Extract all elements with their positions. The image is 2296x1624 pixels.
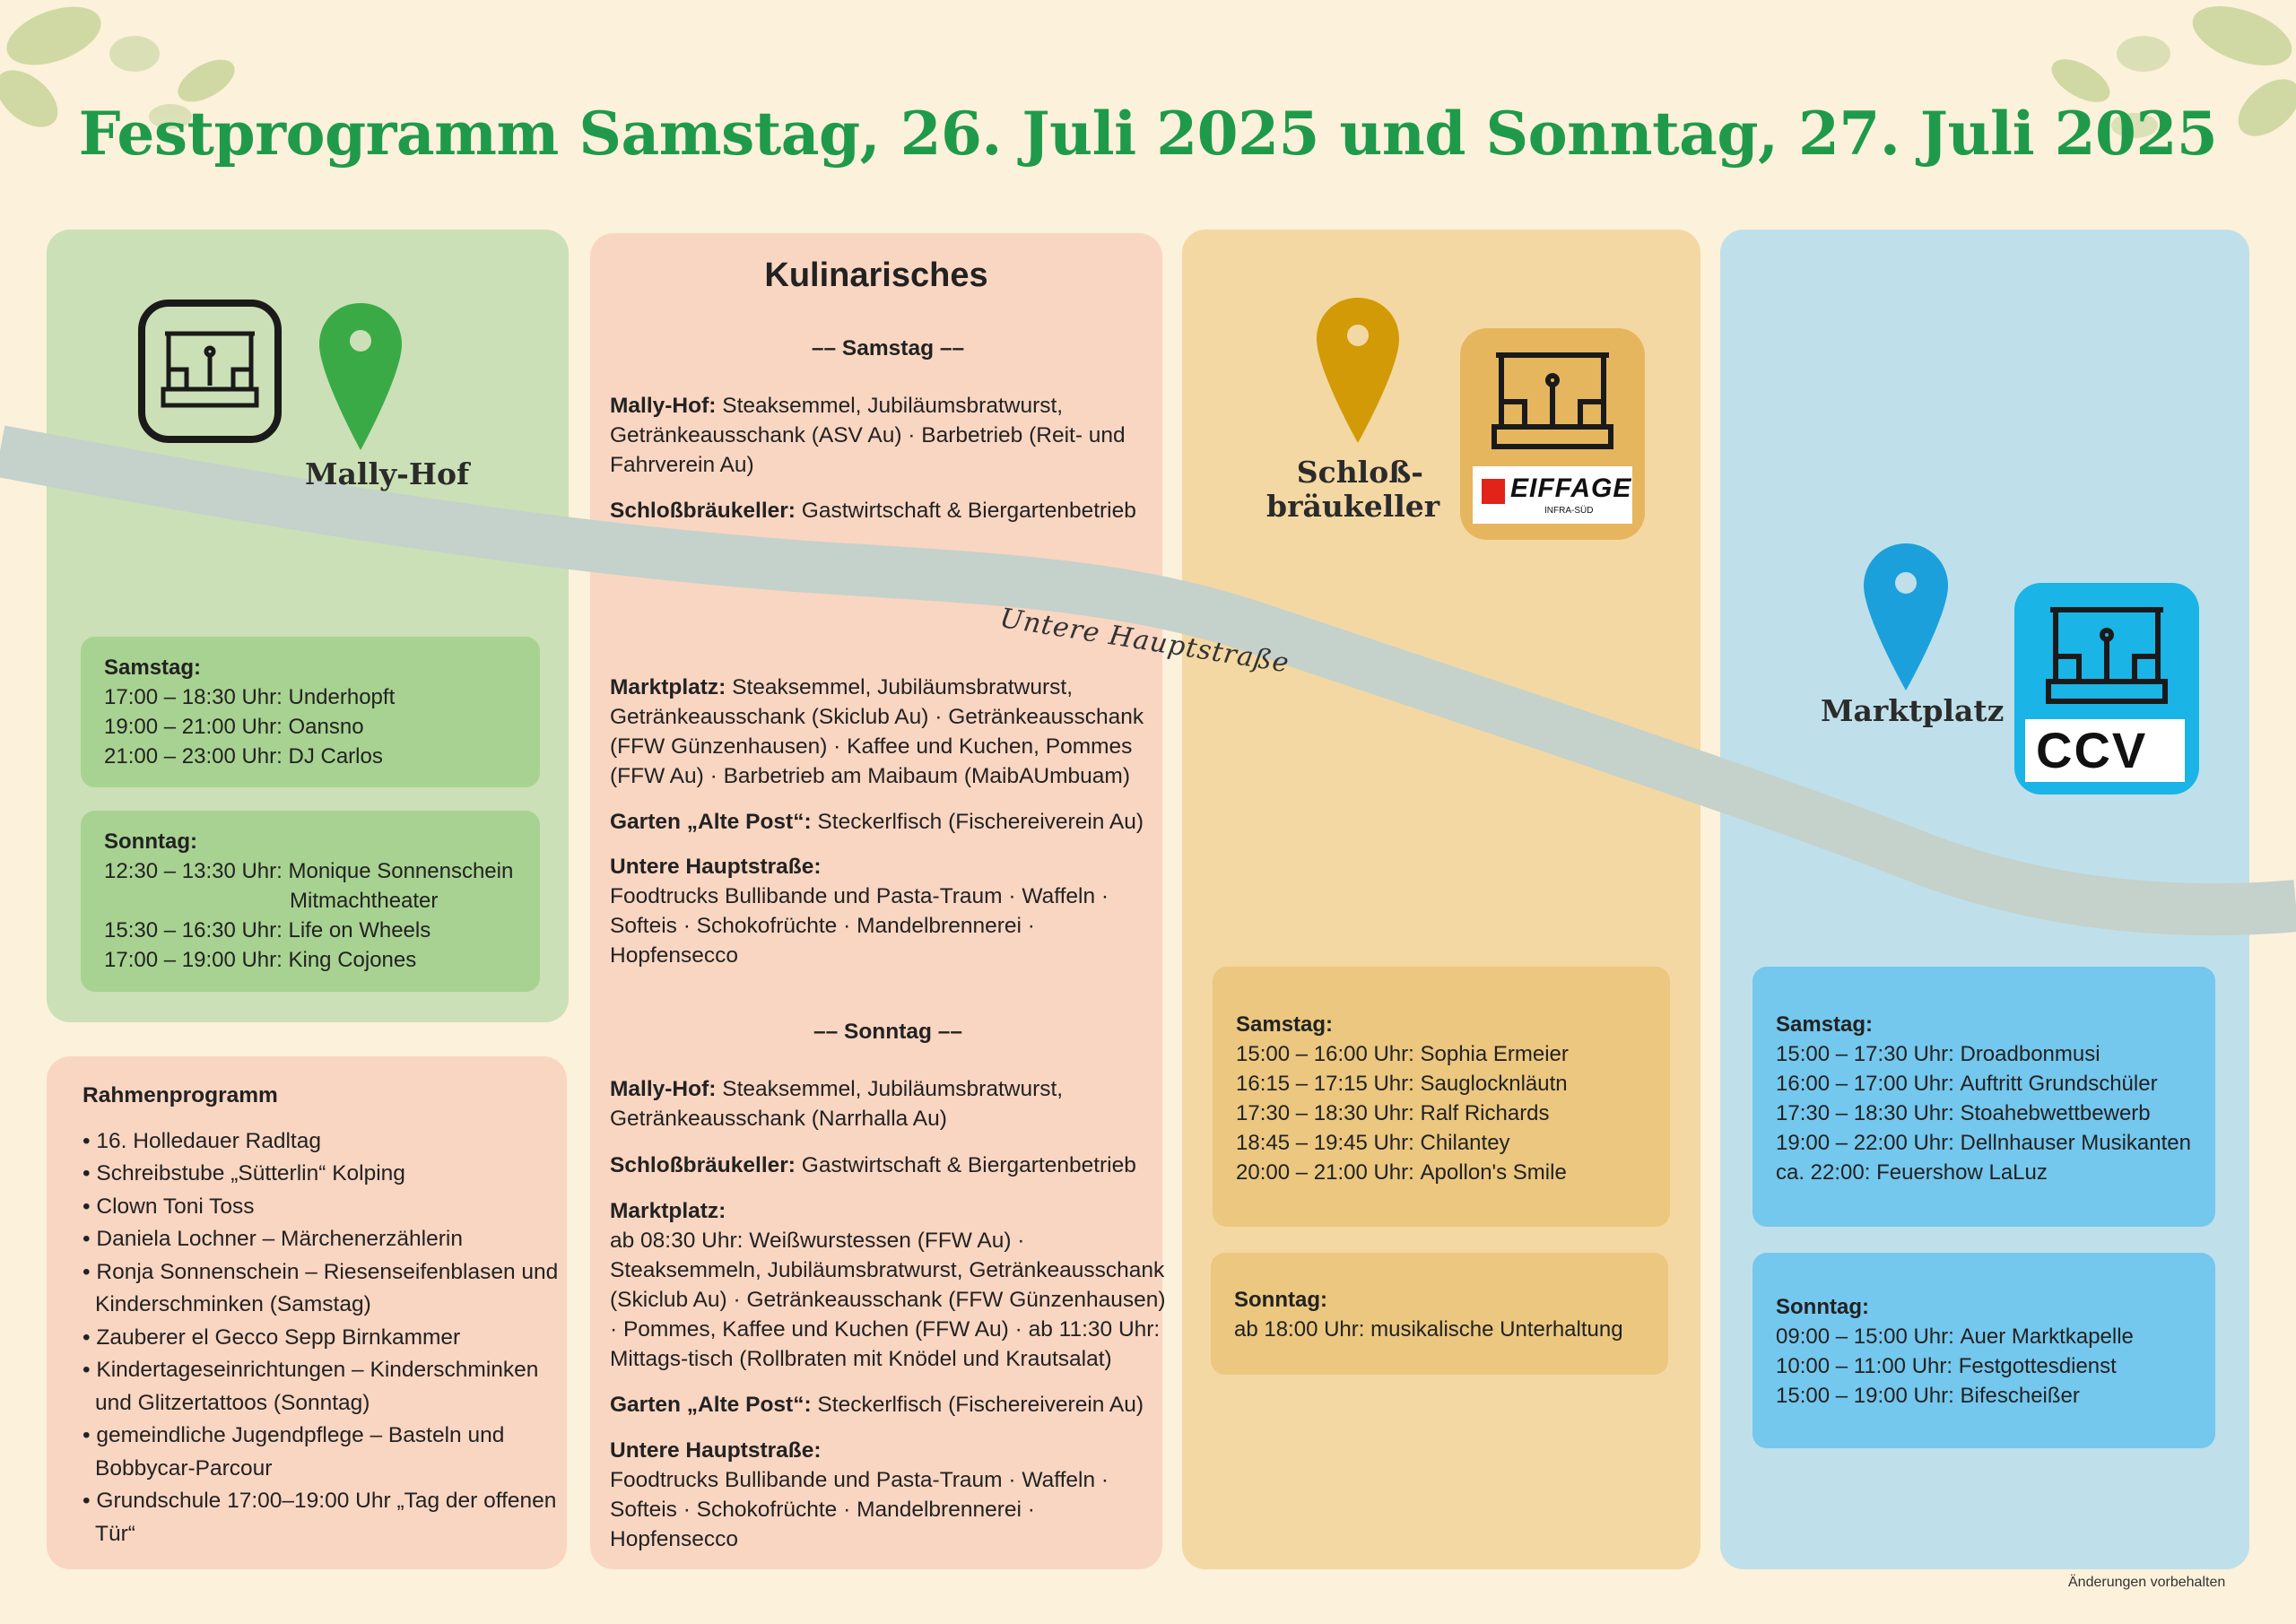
act: Auftritt Grundschüler <box>1960 1072 2158 1096</box>
eiffage-text: EIFFAGE <box>1510 473 1632 503</box>
entry-key: Mally-Hof: <box>610 394 717 418</box>
list-item: • Zauberer el Gecco Sepp Birnkammer <box>83 1324 461 1350</box>
entry-key: Garten „Alte Post“: <box>610 1393 812 1417</box>
list-item: • Kindertageseinrichtungen – Kinderschminken und Glitzertattoos (Sonntag) <box>83 1358 539 1415</box>
mally-sonntag-box <box>81 811 540 992</box>
act: Sophia Ermeier <box>1420 1042 1569 1066</box>
time: 17:00 – 18:30 Uhr: <box>104 685 283 709</box>
eiffage-logo <box>1473 466 1632 524</box>
kulinarisches-entry <box>610 807 1166 837</box>
list-item: • Daniela Lochner – Märchenerzählerin <box>83 1227 463 1251</box>
kulinarisches-sonntag-head <box>610 1017 1166 1046</box>
entry-text: Gastwirtschaft & Biergartenbetrieb <box>795 1153 1136 1177</box>
road-label: Untere Hauptstraße <box>997 603 1292 680</box>
ccv-sponsor-tile <box>2014 583 2199 795</box>
time: ca. 22:00: <box>1776 1160 1871 1185</box>
act: Bifescheißer <box>1960 1384 2080 1408</box>
time: 21:00 – 23:00 Uhr: <box>104 744 283 769</box>
kulinarisches-entry <box>610 1196 1166 1374</box>
markt-samstag-box <box>1752 967 2215 1227</box>
entry-text: Steckerlfisch (Fischereiverein Au) <box>811 810 1144 834</box>
entry-text: Gastwirtschaft & Biergartenbetrieb <box>795 499 1136 523</box>
time: 15:00 – 16:00 Uhr: <box>1236 1042 1414 1066</box>
entry-text: Steckerlfisch (Fischereiverein Au) <box>811 1393 1144 1417</box>
entry-text: Foodtrucks Bullibande und Pasta-Traum · Waffeln · Softeis · Schokofrüchte · Mandelbrennerei · Hopfensecco <box>610 884 1109 968</box>
time: 20:00 – 21:00 Uhr: <box>1236 1160 1414 1185</box>
map-pin-icon <box>1864 543 1948 690</box>
kulinarisches-entry <box>610 1074 1166 1133</box>
eiffage-sponsor-tile <box>1460 328 1645 540</box>
day-label: Samstag: <box>1776 1012 1874 1037</box>
act: Underhopft <box>288 685 396 709</box>
mally-samstag-box <box>81 637 540 787</box>
time: 15:00 – 17:30 Uhr: <box>1776 1042 1954 1066</box>
act: King Cojones <box>288 948 417 972</box>
time: 19:00 – 22:00 Uhr: <box>1776 1131 1954 1155</box>
act: Monique Sonnenschein <box>288 859 514 883</box>
list-item: • 16. Holledauer Radltag <box>83 1128 321 1153</box>
marktplatz-name: Marktplatz <box>1821 693 2005 728</box>
act: Life on Wheels <box>288 918 431 942</box>
time: 15:30 – 16:30 Uhr: <box>104 918 283 942</box>
entry-key: Schloßbräukeller: <box>610 499 796 523</box>
time: 19:00 – 21:00 Uhr: <box>104 715 283 739</box>
rahmen-title: Rahmenprogramm <box>83 1083 278 1107</box>
time: 09:00 – 15:00 Uhr: <box>1776 1324 1954 1349</box>
time: 18:45 – 19:45 Uhr: <box>1236 1131 1414 1155</box>
act: Droadbonmusi <box>1960 1042 2100 1066</box>
kulinarisches-entry <box>610 391 1166 480</box>
stage-icon <box>1487 339 1618 456</box>
stage-icon <box>2041 594 2172 710</box>
time: 17:30 – 18:30 Uhr: <box>1236 1101 1414 1125</box>
schloss-name-line2: bräukeller <box>1266 489 1440 524</box>
day-label: –– Sonntag –– <box>813 1020 963 1044</box>
stage-icon <box>138 300 282 443</box>
list-item: • Ronja Sonnenschein – Riesenseifenblasen und Kinderschminken (Samstag) <box>83 1259 559 1316</box>
footer-note: Änderungen vorbehalten <box>2068 1575 2226 1590</box>
act: Feuershow LaLuz <box>1876 1160 2048 1185</box>
day-label: –– Samstag –– <box>811 336 965 360</box>
entry-key: Marktplatz: <box>610 1199 726 1223</box>
entry-key: Mally-Hof: <box>610 1077 717 1101</box>
entry-text: ab 08:30 Uhr: Weißwurstessen (FFW Au) · Steaksemmeln, Jubiläumsbratwurst, Getränkeausschank (Skiclub Au) · Getränkeausschank (FFW Günzenhausen) · Pommes, Kaffee und Kuchen (FFW Au) · ab 11:30 Uhr: Mittags-tisch (Rollbraten mit Knödel und Krautsalat) <box>610 1229 1166 1371</box>
entry-key: Untere Hauptstraße: <box>610 855 822 879</box>
entry-key: Marktplatz: <box>610 675 726 699</box>
page-title: Festprogramm Samstag, 26. Juli 2025 und Sonntag, 27. Juli 2025 <box>78 99 2218 169</box>
kulinarisches-entry <box>610 1390 1166 1420</box>
schloss-name <box>1266 455 1440 524</box>
entry-text: Steaksemmel, Jubiläumsbratwurst, Getränkeausschank (Narrhalla Au) <box>610 1077 1064 1131</box>
kulinarisches-entry <box>610 1436 1166 1554</box>
time: 17:00 – 19:00 Uhr: <box>104 948 283 972</box>
list-item: • Clown Toni Toss <box>83 1194 255 1219</box>
entry-text: Steaksemmel, Jubiläumsbratwurst, Getränkeausschank (ASV Au) · Barbetrieb (Reit- und Fahrverein Au) <box>610 394 1126 477</box>
day-label: Samstag: <box>1236 1012 1334 1037</box>
kulinarisches-entry <box>610 1151 1166 1180</box>
list-item: • Schreibstube „Sütterlin“ Kolping <box>83 1161 405 1185</box>
time: 16:15 – 17:15 Uhr: <box>1236 1072 1414 1096</box>
time: 17:30 – 18:30 Uhr: <box>1776 1101 1954 1125</box>
sonntag-text: ab 18:00 Uhr: musikalische Unterhaltung <box>1234 1317 1623 1342</box>
schloss-sonntag-box <box>1211 1253 1668 1375</box>
day-label: Sonntag: <box>1234 1288 1327 1312</box>
ccv-text: CCV <box>2036 722 2148 778</box>
act: Oansno <box>288 715 364 739</box>
time: 10:00 – 11:00 Uhr: <box>1776 1354 1953 1378</box>
act: DJ Carlos <box>288 744 383 769</box>
list-item: • gemeindliche Jugendpflege – Basteln und Bobbycar-Parcour <box>83 1423 505 1481</box>
markt-sonntag-box <box>1752 1253 2215 1448</box>
act: Sauglocknläutn <box>1420 1072 1568 1096</box>
act: Chilantey <box>1420 1131 1510 1155</box>
rahmenprogramm-list <box>83 1080 574 1550</box>
kulinarisches-samstag-head <box>610 334 1166 363</box>
kulinarisches-entry <box>610 673 1166 791</box>
act: Stoahebwettbewerb <box>1960 1101 2151 1125</box>
time: 16:00 – 17:00 Uhr: <box>1776 1072 1954 1096</box>
entry-text: Steaksemmel, Jubiläumsbratwurst, Getränkeausschank (Skiclub Au) · Getränkeausschank (FFW Günzenhausen) · Kaffee und Kuchen, Pommes (FFW Au) · Barbetrieb am Maibaum (MaibAUmbuam) <box>610 675 1144 788</box>
eiffage-mark-icon <box>1482 479 1505 504</box>
day-label: Samstag: <box>104 656 202 680</box>
act-continued: Mitmachtheater <box>290 889 439 913</box>
map-pin-icon <box>319 303 402 450</box>
day-label: Sonntag: <box>1776 1295 1869 1319</box>
kulinarisches-title: Kulinarisches <box>764 256 988 294</box>
day-label: Sonntag: <box>104 829 197 854</box>
time: 12:30 – 13:30 Uhr: <box>104 859 283 883</box>
mally-hof-name: Mally-Hof <box>305 456 470 491</box>
schloss-name-line1: Schloß- <box>1296 455 1423 490</box>
entry-key: Schloßbräukeller: <box>610 1153 796 1177</box>
map-pin-icon <box>1317 298 1399 443</box>
act: Auer Marktkapelle <box>1960 1324 2134 1349</box>
entry-key: Garten „Alte Post“: <box>610 810 812 834</box>
kulinarisches-entry <box>610 496 1166 525</box>
act: Festgottesdienst <box>1958 1354 2117 1378</box>
act: Ralf Richards <box>1420 1101 1550 1125</box>
act: Apollon's Smile <box>1420 1160 1567 1185</box>
entry-key: Untere Hauptstraße: <box>610 1438 822 1463</box>
kulinarisches-entry <box>610 852 1166 970</box>
list-item: • Grundschule 17:00–19:00 Uhr „Tag der offenen Tür“ <box>83 1489 557 1546</box>
time: 15:00 – 19:00 Uhr: <box>1776 1384 1954 1408</box>
eiffage-subtext: INFRA-SÜD <box>1544 506 1594 516</box>
entry-text: Foodtrucks Bullibande und Pasta-Traum · Waffeln · Softeis · Schokofrüchte · Mandelbrennerei · Hopfensecco <box>610 1468 1109 1551</box>
ccv-logo <box>2025 719 2185 782</box>
act: Dellnhauser Musikanten <box>1960 1131 2191 1155</box>
schloss-samstag-box <box>1213 967 1670 1227</box>
